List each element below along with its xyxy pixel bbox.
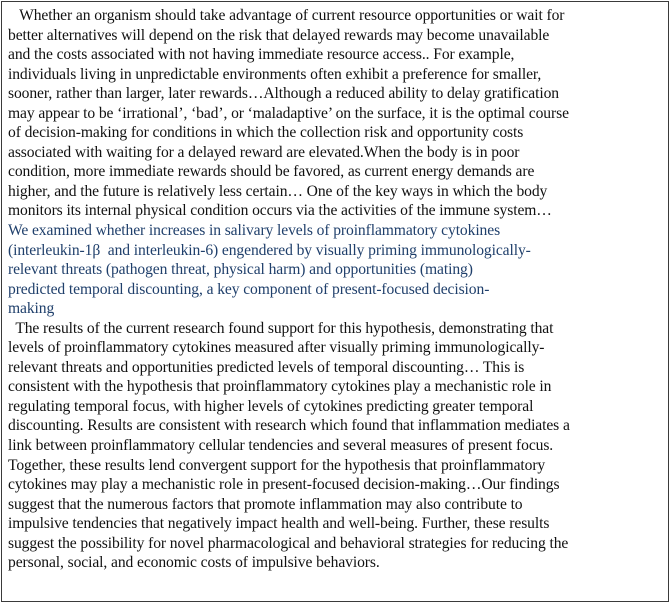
text-line: suggest the possibility for novel pharmacological and behavioral strategies for reducing the <box>8 534 569 552</box>
text-line: individuals living in unpredictable environments often exhibit a preference for smaller, <box>8 65 542 83</box>
text-line: associated with waiting for a delayed reward are elevated.When the body is in poor <box>8 143 520 161</box>
text-line: consistent with the hypothesis that proinflammatory cytokines play a mechanistic role in <box>8 378 552 396</box>
highlighted-passage <box>8 221 668 319</box>
text-line: of decision-making for conditions in which the collection risk and opportunity costs <box>8 124 524 142</box>
text-line: better alternatives will depend on the risk that delayed rewards may become unavailable <box>8 26 550 44</box>
text-line: discounting. Results are consistent with research which found that inflammation mediates a <box>8 417 570 435</box>
text-line: regulating temporal focus, with higher levels of cytokines predicting greater temporal <box>8 397 534 415</box>
text-line: impulsive tendencies that negatively impact health and well-being. Further, these results <box>8 515 550 533</box>
paragraph-1 <box>8 6 668 221</box>
text-line: relevant threats (pathogen threat, physical harm) and opportunities (mating) <box>8 261 473 279</box>
text-line: higher, and the future is relatively less certain… One of the key ways in which the body <box>8 182 548 200</box>
text-line: sooner, rather than larger, later rewards…Although a reduced ability to delay gratification <box>8 85 559 103</box>
text-line: personal, social, and economic costs of impulsive behaviors. <box>8 554 380 572</box>
text-line: suggest that the numerous factors that promote inflammation may also contribute to <box>8 495 523 513</box>
text-line: cytokines may play a mechanistic role in present-focused decision-making…Our findings <box>8 476 560 494</box>
text-line: making <box>8 300 55 318</box>
text-line: levels of proinflammatory cytokines measured after visually priming immunologically- <box>8 339 545 357</box>
text-line: (interleukin-1β and interleukin-6) engendered by visually priming immunologically- <box>8 241 531 259</box>
text-line: link between proinflammatory cellular tendencies and several measures of present focus. <box>8 437 554 455</box>
text-line: and the costs associated with not having immediate resource access.. For example, <box>8 46 515 64</box>
text-line: relevant threats and opportunities predicted levels of temporal discounting… This is <box>8 358 525 376</box>
text-frame <box>1 1 669 602</box>
text-line: predicted temporal discounting, a key component of present-focused decision- <box>8 280 490 298</box>
text-line: We examined whether increases in salivary levels of proinflammatory cytokines <box>8 222 501 240</box>
text-line: may appear to be ‘irrational’, ‘bad’, or ‘maladaptive’ on the surface, it is the optimal course <box>8 104 569 122</box>
text-line: The results of the current research found support for this hypothesis, demonstrating that <box>8 319 554 337</box>
document-text <box>8 6 668 573</box>
text-line: monitors its internal physical condition occurs via the activities of the immune system… <box>8 202 552 220</box>
text-line: Together, these results lend convergent support for the hypothesis that proinflammatory <box>8 456 546 474</box>
paragraph-2 <box>8 319 668 573</box>
text-line: condition, more immediate rewards should be favored, as current energy demands are <box>8 163 535 181</box>
text-line: Whether an organism should take advantage of current resource opportunities or wait for <box>8 7 565 24</box>
